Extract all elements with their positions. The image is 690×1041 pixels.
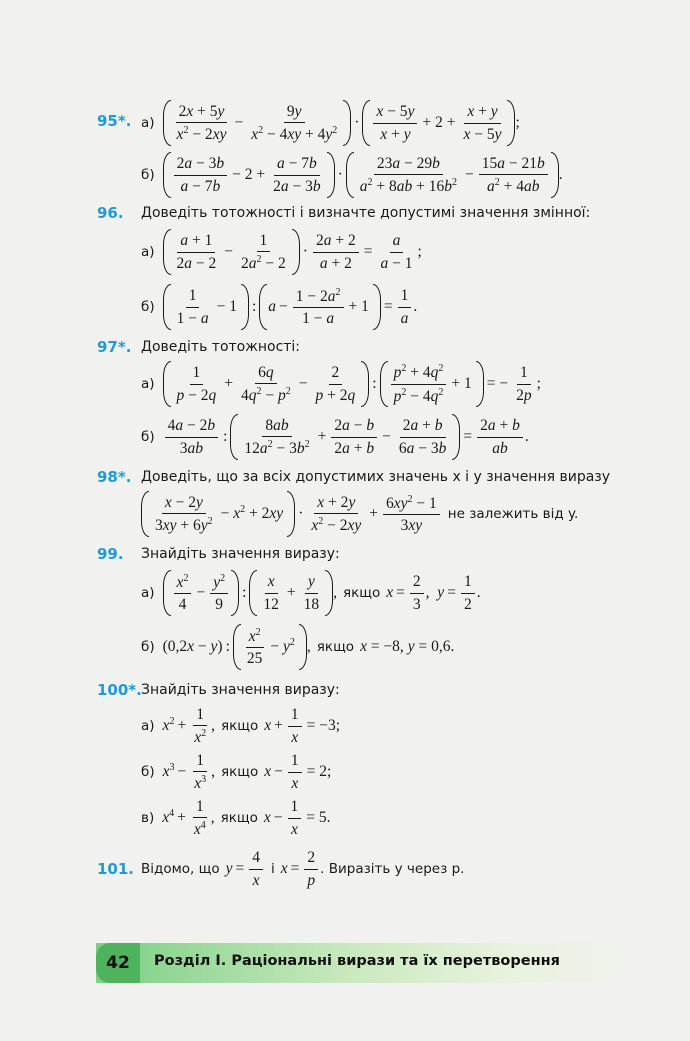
word-if: якщо [316, 639, 355, 655]
problem-number-99: 99. [97, 545, 124, 563]
problem-text-101-before: Відомо, що [141, 861, 220, 877]
expression-99a: а) $x^2$ 4 − $\frac{y^2}{9}$ : x 12 + $\frac{y}{18}$ , якщо x = $\frac{2}{3}$ , y = $\frac{1}{2}$ . [141, 570, 481, 616]
expression-99b: б) (0,2x − y) : $x^2$ 25 − $y^2$ , якщо x = −8, y = 0,6. [141, 624, 454, 670]
problem-number-96: 96. [97, 204, 124, 222]
expression-100v: в) $x^4$ + $\frac{1}{x^4}$ , якщо x − $\frac{1}{x}$ = 5. [141, 797, 331, 839]
expression-97b: б) 4a − 2b 3ab : 8ab $12a^2 - 3b^2$ + $\frac{2a - b}{2a + b}$ − $\frac{2a + b}{6a - 3b}$ = $\frac{2a + b}{ab}$ . [141, 414, 529, 460]
problem-text-98: Доведіть, що за всіх допустимих значень x і y значення виразу [141, 469, 611, 485]
problem-text-101-and: і [271, 861, 275, 877]
label-b: б) [141, 429, 155, 445]
problem-number-101: 101. [97, 860, 135, 878]
label-a: а) [141, 585, 155, 601]
word-if: якщо [220, 810, 258, 826]
expression-96b: б) 1 1 − a − 1 : a − $\frac{1 - 2a^2}{1 - a}$ + 1 = $\frac{1}{a}$ . [141, 284, 417, 330]
label-a: а) [141, 244, 155, 260]
problem-number-95: 95*. [97, 112, 132, 130]
chapter-title: Розділ І. Раціональні вирази та їх перетворення [154, 953, 560, 969]
expression-97a: а) 1 p − 2q + $\frac{6q}{4q^2 - p^2}$ − $\frac{2}{p + 2q}$ : $p^2 + 4q^2$ $p^2 - 4q^2$ + 1 = − $\frac{1}{2p}$ ; [141, 361, 541, 407]
expression-101: Відомо, що y = $\frac{4}{x}$ і x = $\frac{2}{p}$ . Виразіть y через p. [141, 849, 465, 889]
expression-95b: б) 2a − 3b a − 7b − 2 + $\frac{a - 7b}{2a - 3b}$ · 23a − 29b $a^2 + 8ab + 16b^2$ − $\frac{15a - 21b}{a^2 + 4ab}$ . [141, 152, 563, 198]
word-if: якщо [343, 585, 381, 601]
label-a: а) [141, 376, 155, 392]
problem-text-101-after: . Виразіть y через p. [320, 861, 465, 877]
problem-text-100: Знайдіть значення виразу: [141, 682, 340, 698]
label-v: в) [141, 810, 155, 826]
label-b: б) [141, 639, 155, 655]
expression-95a: а) 2x + 5y $x^2 - 2xy$ − $\frac{9y}{x^2 - 4xy + 4y^2}$ · x − 5y x + y + 2 + $\frac{x + y}{x - 5y}$ ; [141, 100, 520, 146]
label-b: б) [141, 167, 155, 183]
expression-96a: а) a + 1 2a − 2 − $\frac{1}{2a^2 - 2}$ · $\frac{2a + 2}{a + 2}$ = $\frac{a}{a - 1}$ ; [141, 229, 422, 275]
expression-98: x − 2y $3xy + 6y^2$ − $x^2 + 2xy$ · x + 2y $x^2 - 2xy$ + $\frac{6xy^2 - 1}{3xy}$ не залежить від y. [141, 491, 584, 537]
problem-number-97: 97*. [97, 338, 132, 356]
label-a: а) [141, 718, 155, 734]
word-if: якщо [220, 718, 259, 734]
problem-number-100: 100*. [97, 681, 142, 699]
problem-text-97: Доведіть тотожності: [141, 339, 301, 355]
problem-number-98: 98*. [97, 468, 132, 486]
expression-100a: а) $x^2$ + $\frac{1}{x^2}$ , якщо x + $\frac{1}{x}$ = −3; [141, 705, 341, 747]
label-b: б) [141, 299, 155, 315]
problem-text-99: Знайдіть значення виразу: [141, 546, 340, 562]
expression-100b: б) $x^3$ − $\frac{1}{x^3}$ , якщо x − $\frac{1}{x}$ = 2; [141, 751, 332, 793]
problem-text-96: Доведіть тотожності і визначте допустимі значення змінної: [141, 205, 591, 221]
label-b: б) [141, 764, 155, 780]
label-a: а) [141, 115, 155, 131]
problem-tail-98: не залежить від y. [447, 506, 579, 522]
word-if: якщо [221, 764, 259, 780]
page-number: 42 [96, 943, 140, 983]
